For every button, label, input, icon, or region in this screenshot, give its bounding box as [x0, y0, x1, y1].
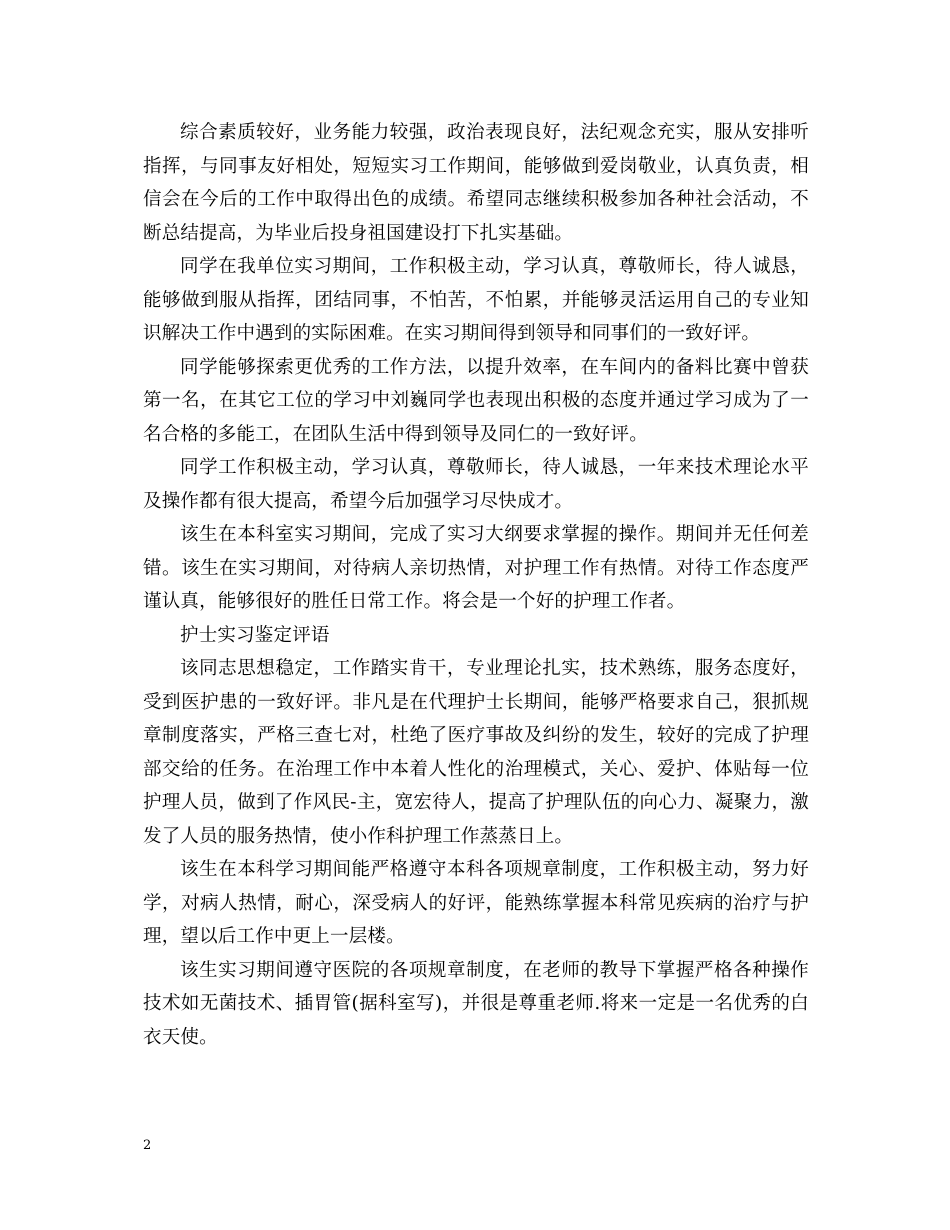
paragraph: 同学工作积极主动，学习认真，尊敬师长，待人诚恳，一年来技术理论水平及操作都有很大提高，希望今后加强学习尽快成才。	[143, 457, 809, 512]
page-number: 2	[143, 1138, 152, 1153]
paragraph: 该生实习期间遵守医院的各项规章制度，在老师的教导下掌握严格各种操作技术如无菌技术、插胃管(据科室写)，并很是尊重老师.将来一定是一名优秀的白衣天使。	[143, 959, 809, 1048]
paragraph: 该同志思想稳定，工作踏实肯干，专业理论扎实，技术熟练，服务态度好，受到医护患的一致好评。非凡是在代理护士长期间，能够严格要求自己，狠抓规章制度落实，严格三查七对，杜绝了医疗事故及纠纷的发生，较好的完成了护理部交给的任务。在治理工作中本着人性化的治理模式，关心、爱护、体贴每一位护理人员，做到了作风民-主，宽宏待人，提高了护理队伍的向心力、凝聚力，激发了人员的服务热情，使小作科护理工作蒸蒸日上。	[143, 658, 809, 847]
paragraph: 同学在我单位实习期间，工作积极主动，学习认真，尊敬师长，待人诚恳，能够做到服从指挥，团结同事，不怕苦，不怕累，并能够灵活运用自己的专业知识解决工作中遇到的实际困难。在实习期间得到领导和同事们的一致好评。	[143, 256, 809, 344]
document-body	[143, 116, 809, 1054]
paragraph: 该生在本科室实习期间，完成了实习大纲要求掌握的操作。期间并无任何差错。该生在实习期间，对待病人亲切热情，对护理工作有热情。对待工作态度严谨认真，能够很好的胜任日常工作。将会是一个好的护理工作者。	[143, 524, 809, 612]
paragraph: 同学能够探索更优秀的工作方法，以提升效率，在车间内的备料比赛中曾获第一名，在其它工位的学习中刘巍同学也表现出积极的态度并通过学习成为了一名合格的多能工，在团队生活中得到领导及同仁的一致好评。	[143, 356, 809, 445]
paragraph: 该生在本科学习期间能严格遵守本科各项规章制度，工作积极主动，努力好学，对病人热情，耐心，深受病人的好评，能熟练掌握本科常见疾病的治疗与护理，望以后工作中更上一层楼。	[143, 859, 809, 947]
paragraph: 综合素质较好，业务能力较强，政治表现良好，法纪观念充实，服从安排听指挥，与同事友好相处，短短实习工作期间，能够做到爱岗敬业，认真负责，相信会在今后的工作中取得出色的成绩。希望同志继续积极参加各种社会活动，不断总结提高，为毕业后投身祖国建设打下扎实基础。	[143, 122, 809, 244]
section-heading: 护士实习鉴定评语	[180, 624, 330, 646]
